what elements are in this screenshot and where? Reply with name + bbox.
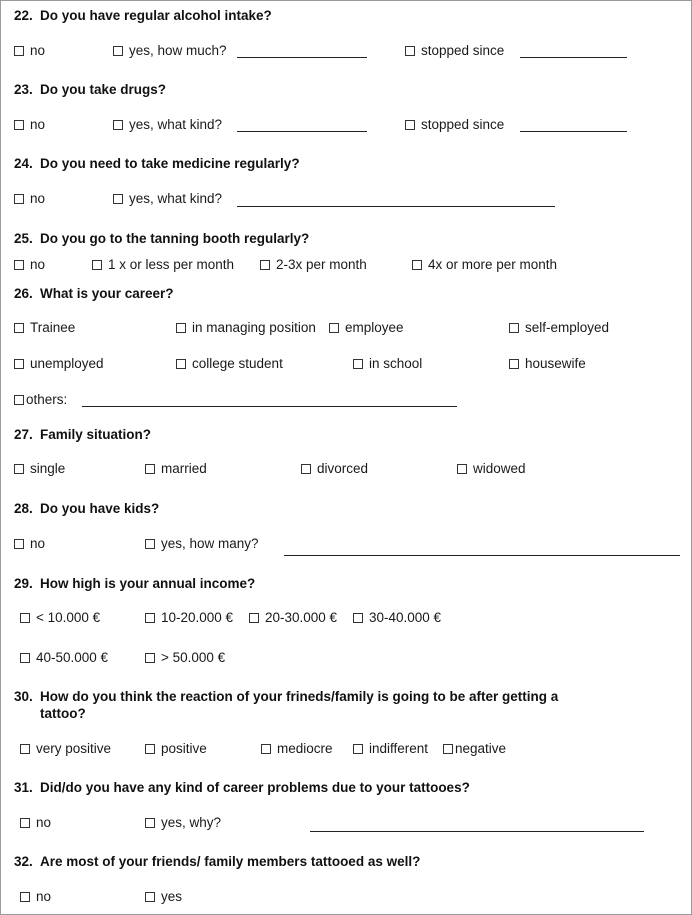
checkbox[interactable] bbox=[14, 46, 24, 56]
checkbox[interactable] bbox=[113, 120, 123, 130]
checkbox[interactable] bbox=[145, 892, 155, 902]
q27-option-widowed[interactable]: widowed bbox=[457, 461, 526, 476]
checkbox[interactable] bbox=[353, 744, 363, 754]
checkbox[interactable] bbox=[92, 260, 102, 270]
question-29: 29. How high is your annual income? bbox=[14, 576, 256, 591]
question-text: Do you have regular alcohol intake? bbox=[40, 8, 272, 23]
q30-option-very-positive[interactable]: very positive bbox=[20, 741, 111, 756]
q23-option-stopped[interactable]: stopped since bbox=[405, 117, 504, 132]
checkbox[interactable] bbox=[20, 613, 30, 623]
question-26: 26. What is your career? bbox=[14, 286, 174, 301]
question-28: 28. Do you have kids? bbox=[14, 501, 160, 516]
checkbox[interactable] bbox=[20, 653, 30, 663]
q23-option-yes[interactable]: yes, what kind? bbox=[113, 117, 222, 132]
checkbox[interactable] bbox=[176, 359, 186, 369]
question-22 bbox=[14, 8, 272, 23]
q30-option-positive[interactable]: positive bbox=[145, 741, 207, 756]
checkbox[interactable] bbox=[405, 120, 415, 130]
q31-option-yes[interactable]: yes, why? bbox=[145, 815, 221, 830]
q22-stopped-field[interactable] bbox=[520, 57, 627, 58]
checkbox[interactable] bbox=[145, 818, 155, 828]
q32-option-yes[interactable]: yes bbox=[145, 889, 182, 904]
checkbox[interactable] bbox=[329, 323, 339, 333]
checkbox[interactable] bbox=[176, 323, 186, 333]
q32-option-no[interactable]: no bbox=[20, 889, 51, 904]
q25-option-no[interactable]: no bbox=[14, 257, 45, 272]
checkbox[interactable] bbox=[412, 260, 422, 270]
question-24: 24. Do you need to take medicine regularly? bbox=[14, 156, 300, 171]
q26-option-in-school[interactable]: in school bbox=[353, 356, 422, 371]
q26-option-employee[interactable]: employee bbox=[329, 320, 404, 335]
checkbox[interactable] bbox=[145, 464, 155, 474]
checkbox[interactable] bbox=[14, 194, 24, 204]
checkbox[interactable] bbox=[20, 892, 30, 902]
checkbox[interactable] bbox=[509, 359, 519, 369]
checkbox[interactable] bbox=[145, 744, 155, 754]
question-23: 23. Do you take drugs? bbox=[14, 82, 167, 97]
q26-option-housewife[interactable]: housewife bbox=[509, 356, 586, 371]
q29-option-10-20000[interactable]: 10-20.000 € bbox=[145, 610, 233, 625]
q29-option-20-30000[interactable]: 20-30.000 € bbox=[249, 610, 337, 625]
question-32: 32. Are most of your friends/ family members tattooed as well? bbox=[14, 854, 421, 869]
question-27: 27. Family situation? bbox=[14, 427, 152, 442]
q26-others-field[interactable] bbox=[82, 406, 457, 407]
q23-option-no[interactable]: no bbox=[14, 117, 45, 132]
q30-option-indifferent[interactable]: indifferent bbox=[353, 741, 428, 756]
checkbox[interactable] bbox=[14, 395, 24, 405]
q30-option-negative[interactable]: negative bbox=[443, 741, 506, 756]
q26-option-others[interactable]: others: bbox=[14, 392, 67, 407]
q29-option-lt-10000[interactable]: < 10.000 € bbox=[20, 610, 100, 625]
checkbox[interactable] bbox=[14, 359, 24, 369]
checkbox[interactable] bbox=[14, 120, 24, 130]
q25-option-4x[interactable]: 4x or more per month bbox=[412, 257, 557, 272]
question-25: 25. Do you go to the tanning booth regularly? bbox=[14, 231, 310, 246]
q29-option-40-50000[interactable]: 40-50.000 € bbox=[20, 650, 108, 665]
q26-option-trainee[interactable]: Trainee bbox=[14, 320, 75, 335]
checkbox[interactable] bbox=[353, 613, 363, 623]
checkbox[interactable] bbox=[14, 323, 24, 333]
question-number: 22. bbox=[14, 8, 33, 23]
q26-option-college-student[interactable]: college student bbox=[176, 356, 283, 371]
q31-option-no[interactable]: no bbox=[20, 815, 51, 830]
q30-option-mediocre[interactable]: mediocre bbox=[261, 741, 333, 756]
checkbox[interactable] bbox=[405, 46, 415, 56]
q28-option-yes[interactable]: yes, how many? bbox=[145, 536, 259, 551]
checkbox[interactable] bbox=[14, 464, 24, 474]
checkbox[interactable] bbox=[113, 46, 123, 56]
q31-why-field[interactable] bbox=[310, 831, 644, 832]
checkbox[interactable] bbox=[14, 539, 24, 549]
q27-option-divorced[interactable]: divorced bbox=[301, 461, 368, 476]
q25-option-1x[interactable]: 1 x or less per month bbox=[92, 257, 234, 272]
question-30: 30. How do you think the reaction of your frineds/family is going to be after getting a bbox=[14, 689, 559, 704]
q27-option-married[interactable]: married bbox=[145, 461, 207, 476]
checkbox[interactable] bbox=[260, 260, 270, 270]
checkbox[interactable] bbox=[249, 613, 259, 623]
checkbox[interactable] bbox=[145, 539, 155, 549]
checkbox[interactable] bbox=[145, 653, 155, 663]
q26-option-self-employed[interactable]: self-employed bbox=[509, 320, 609, 335]
q22-option-no[interactable]: no bbox=[14, 43, 45, 58]
question-31: 31. Did/do you have any kind of career problems due to your tattooes? bbox=[14, 780, 470, 795]
question-30-continued: tattoo? bbox=[40, 706, 86, 721]
checkbox[interactable] bbox=[353, 359, 363, 369]
q25-option-2-3x[interactable]: 2-3x per month bbox=[260, 257, 367, 272]
checkbox[interactable] bbox=[145, 613, 155, 623]
q29-option-30-40000[interactable]: 30-40.000 € bbox=[353, 610, 441, 625]
checkbox[interactable] bbox=[443, 744, 453, 754]
checkbox[interactable] bbox=[20, 744, 30, 754]
q29-option-gt-50000[interactable]: > 50.000 € bbox=[145, 650, 225, 665]
q22-option-stopped[interactable]: stopped since bbox=[405, 43, 504, 58]
checkbox[interactable] bbox=[301, 464, 311, 474]
q26-option-managing[interactable]: in managing position bbox=[176, 320, 316, 335]
checkbox[interactable] bbox=[457, 464, 467, 474]
q22-option-yes[interactable]: yes, how much? bbox=[113, 43, 227, 58]
q23-kind-field[interactable] bbox=[237, 131, 367, 132]
checkbox[interactable] bbox=[261, 744, 271, 754]
checkbox[interactable] bbox=[20, 818, 30, 828]
q28-count-field[interactable] bbox=[284, 555, 680, 556]
q22-amount-field[interactable] bbox=[237, 57, 367, 58]
q24-option-no[interactable]: no bbox=[14, 191, 45, 206]
q23-stopped-field[interactable] bbox=[520, 131, 627, 132]
q24-option-yes[interactable]: yes, what kind? bbox=[113, 191, 222, 206]
q27-option-single[interactable]: single bbox=[14, 461, 65, 476]
q24-kind-field[interactable] bbox=[237, 206, 555, 207]
q28-option-no[interactable]: no bbox=[14, 536, 45, 551]
checkbox[interactable] bbox=[14, 260, 24, 270]
checkbox[interactable] bbox=[113, 194, 123, 204]
checkbox[interactable] bbox=[509, 323, 519, 333]
q26-option-unemployed[interactable]: unemployed bbox=[14, 356, 104, 371]
